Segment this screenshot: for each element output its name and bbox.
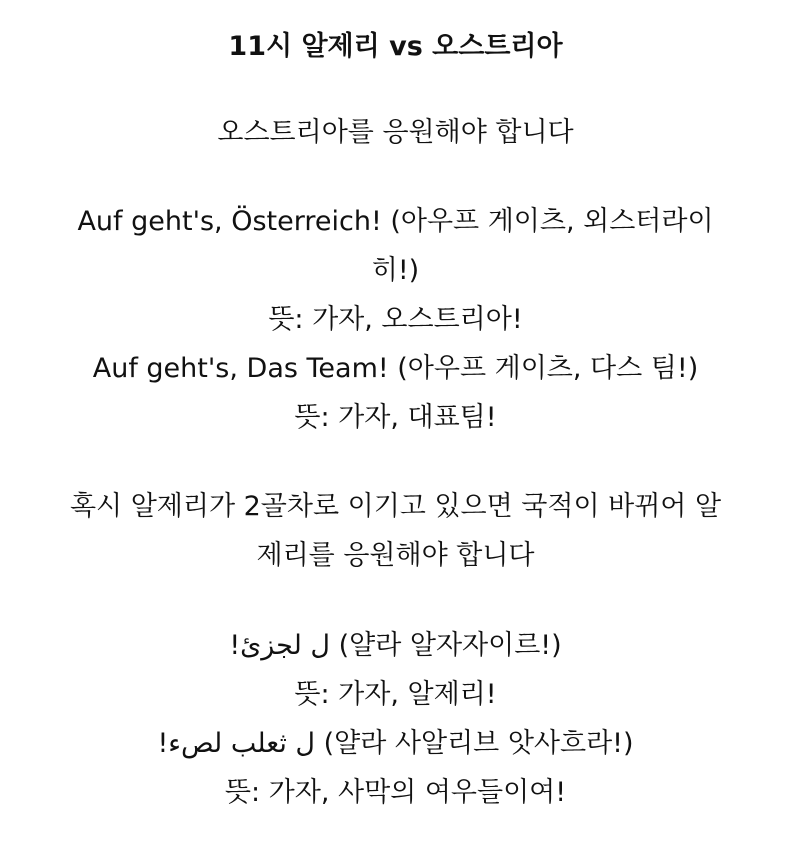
cheer-line: Auf geht's, Das Team! (아우프 게이츠, 다스 팀!) <box>92 353 699 384</box>
cheer-line: 히!) <box>371 255 420 286</box>
cheer-line <box>40 719 751 768</box>
algeria-cheers <box>0 621 791 817</box>
transliteration: (얄라 알자자이르!) <box>330 630 562 661</box>
cheer-line: Auf geht's, Österreich! (아우프 게이츠, 외스터라이 <box>77 206 714 237</box>
meaning-line: 뜻: 가자, 오스트리아! <box>268 304 523 335</box>
condition-text <box>0 482 791 580</box>
meaning-line: 뜻: 가자, 알제리! <box>294 679 497 710</box>
post-title: 11시 알제리 vs 오스트리아 <box>228 31 563 62</box>
meaning-line: 뜻: 가자, 사막의 여우들이여! <box>224 777 567 808</box>
condition-line: 제리를 응원해야 합니다 <box>256 540 535 571</box>
cheer-line <box>40 621 751 670</box>
austria-cheers <box>0 197 791 442</box>
arabic-cheer: ل لجزئ! <box>229 630 331 661</box>
arabic-cheer: ل ثعلب لصء! <box>157 728 316 759</box>
intro-text: 오스트리아를 응원해야 합니다 <box>217 117 574 148</box>
transliteration: (얄라 사알리브 앗사흐라!) <box>315 728 634 759</box>
meaning-line: 뜻: 가자, 대표팀! <box>294 402 497 433</box>
condition-line: 혹시 알제리가 2골차로 이기고 있으면 국적이 바뀌어 알 <box>69 491 722 522</box>
